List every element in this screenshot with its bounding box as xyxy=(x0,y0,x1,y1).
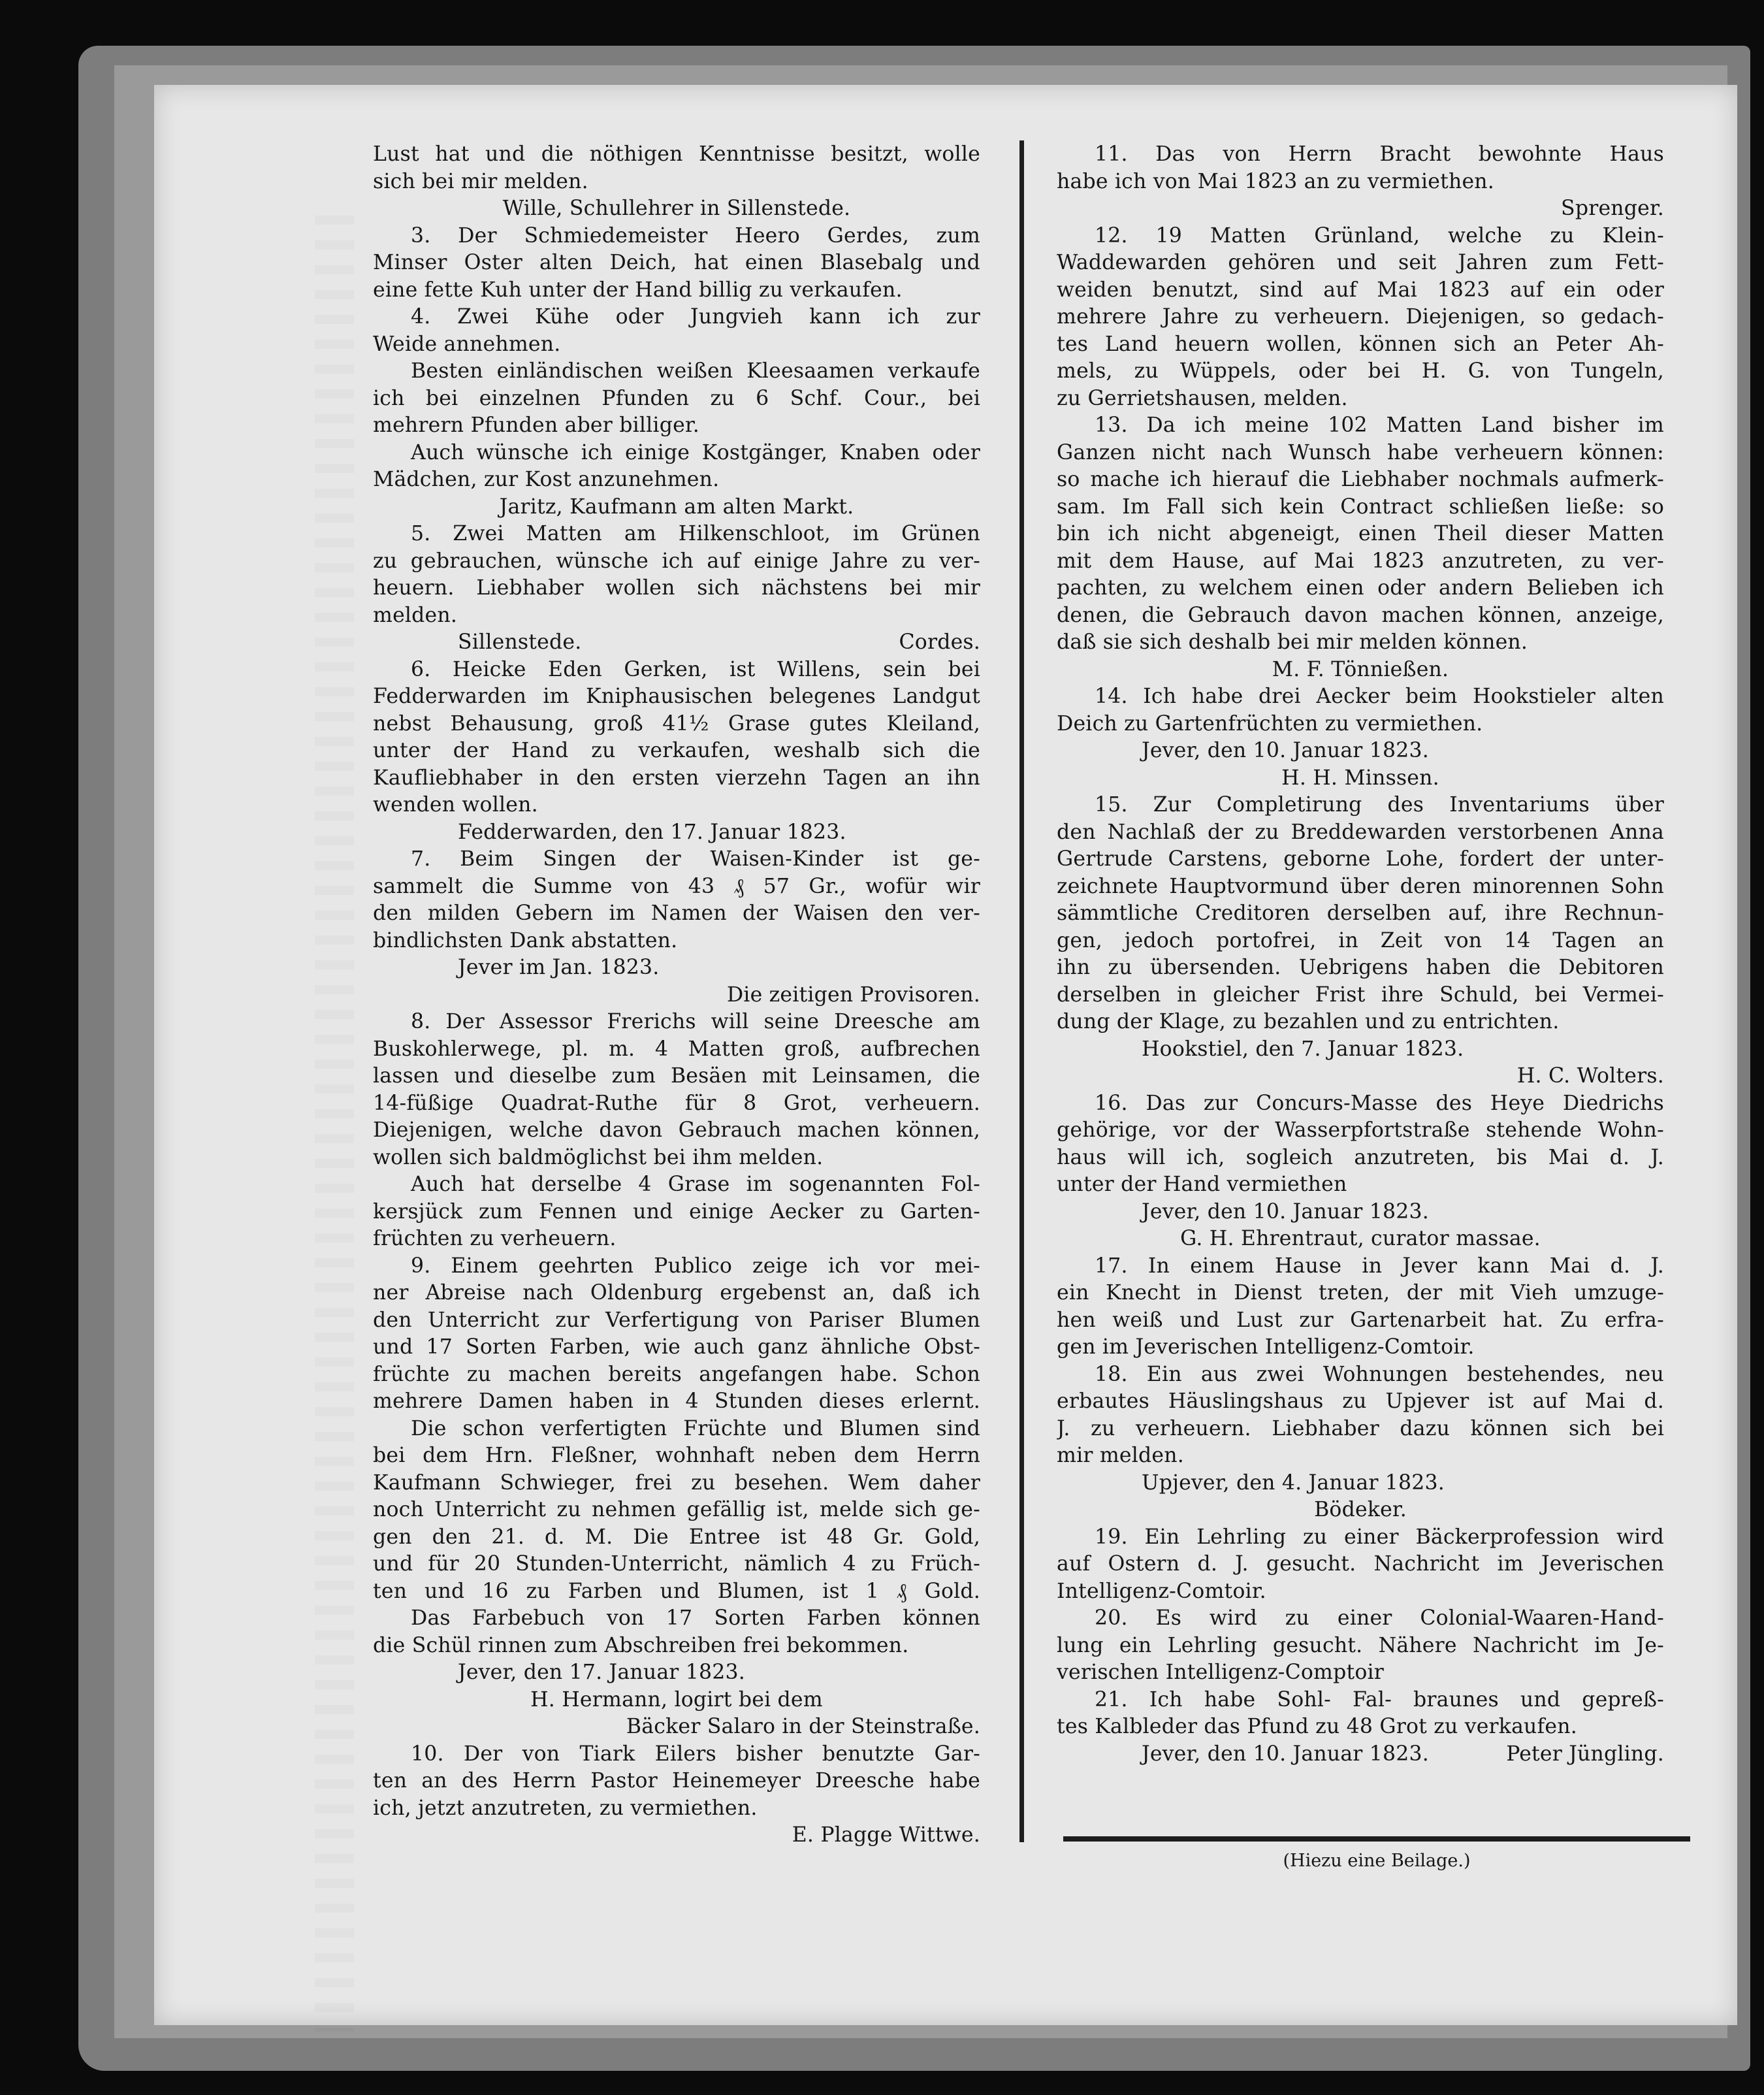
right-column-line: sämmtliche Creditoren derselben auf, ihre Rechnun- xyxy=(1057,901,1664,925)
right-column-line: 19. Ein Lehrling zu einer Bäckerprofession wird xyxy=(1095,1525,1664,1549)
bleed-through-left xyxy=(315,216,354,2032)
left-column-line: 4. Zwei Kühe oder Jungvieh kann ich zur xyxy=(411,305,980,329)
left-column-line: Wille, Schullehrer in Sillenstede. xyxy=(502,197,851,220)
left-column-line: noch Unterricht zu nehmen gefällig ist, melde sich ge- xyxy=(373,1498,980,1521)
right-column-line: den Nachlaß der zu Breddewarden verstorbenen Anna xyxy=(1057,820,1664,844)
right-column-line: mit dem Hause, auf Mai 1823 anzutreten, zu ver- xyxy=(1057,549,1664,573)
left-column-line: Auch hat derselbe 4 Grase im sogenannten Fol- xyxy=(411,1173,980,1196)
right-column-line: hen weiß und Lust zur Gartenarbeit hat. Zu erfra- xyxy=(1057,1308,1664,1332)
right-column-line: auf Ostern d. J. gesucht. Nachricht im Jeverischen xyxy=(1057,1552,1664,1576)
left-column-line: 6. Heicke Eden Gerken, ist Willens, sein bei xyxy=(411,657,980,681)
left-column-line: mehrere Damen haben in 4 Stunden dieses erlernt. xyxy=(373,1389,980,1413)
left-column-line: gen den 21. d. M. Die Entree ist 48 Gr. Gold, xyxy=(373,1525,980,1549)
left-column-line: E. Plagge Wittwe. xyxy=(792,1823,980,1847)
right-column-line: 15. Zur Completirung des Inventariums über xyxy=(1095,793,1664,817)
left-column-line: den Unterricht zur Verfertigung von Pariser Blumen xyxy=(373,1308,980,1332)
right-column-line: 20. Es wird zu einer Colonial-Waaren-Hand- xyxy=(1095,1606,1664,1630)
left-column-line: 14-füßige Quadrat-Ruthe für 8 Grot, verheuern. xyxy=(373,1091,980,1115)
right-column-line: mehrere Jahre zu verheuern. Diejenigen, so gedach- xyxy=(1057,305,1664,329)
left-column-line: 10. Der von Tiark Eilers bisher benutzte Gar- xyxy=(411,1742,980,1766)
right-column-line: haus will ich, sogleich anzutreten, bis Mai d. J. xyxy=(1057,1145,1664,1169)
left-column-line: Auch wünsche ich einige Kostgänger, Knaben oder xyxy=(411,440,980,464)
right-column-line: sam. Im Fall sich kein Contract schließen ließe: so xyxy=(1057,495,1664,519)
left-column-line: Diejenigen, welche davon Gebrauch machen können, xyxy=(373,1118,980,1142)
right-column-line: weiden benutzt, sind auf Mai 1823 auf ein oder xyxy=(1057,278,1664,302)
right-column-line: zeichnete Hauptvormund über deren minorennen Sohn xyxy=(1057,874,1664,898)
right-column-line: Jever, den 10. Januar 1823. xyxy=(1142,739,1429,762)
right-column-line: zu Gerrietshausen, melden. xyxy=(1057,386,1348,410)
left-column-line: 5. Zwei Matten am Hilkenschloot, im Grünen xyxy=(411,522,980,545)
left-column-line: melden. xyxy=(373,603,458,627)
right-column-line: Gertrude Carstens, geborne Lohe, fordert der unter- xyxy=(1057,847,1664,871)
right-column-line: gen, jedoch portofrei, in Zeit von 14 Tagen an xyxy=(1057,928,1664,952)
right-column-line: Sprenger. xyxy=(1561,197,1664,220)
right-column-line: gen im Jeverischen Intelligenz-Comtoir. xyxy=(1057,1335,1475,1359)
right-column-line: 12. 19 Matten Grünland, welche zu Klein- xyxy=(1095,223,1664,248)
left-column-line: Fedderwarden, den 17. Januar 1823. xyxy=(458,820,846,844)
left-text-column xyxy=(373,141,980,1849)
right-column-line: mels, zu Wüppels, oder bei H. G. von Tungeln, xyxy=(1057,359,1664,383)
right-column-line: unter der Hand vermiethen xyxy=(1057,1173,1347,1196)
left-column-line: Besten einländischen weißen Kleesaamen verkaufe xyxy=(411,359,980,383)
right-column-line xyxy=(1057,1741,1664,1768)
left-column-line: Bäcker Salaro in der Steinstraße. xyxy=(626,1715,980,1738)
right-text-column xyxy=(1057,141,1664,1768)
right-column-line: J. zu verheuern. Liebhaber dazu können sich bei xyxy=(1057,1416,1664,1440)
right-column-line: pachten, zu welchem einen oder andern Belieben ich xyxy=(1057,576,1664,600)
line-left-part: Jever, den 10. Januar 1823. xyxy=(1142,1742,1429,1766)
right-column-line: H. H. Minssen. xyxy=(1281,766,1439,790)
right-column-line: H. C. Wolters. xyxy=(1516,1064,1664,1088)
left-column-line: Jever im Jan. 1823. xyxy=(458,956,660,979)
right-column-line: Hookstiel, den 7. Januar 1823. xyxy=(1142,1037,1464,1061)
left-column-line: wollen sich baldmöglichst bei ihm melden. xyxy=(373,1145,824,1169)
right-column-line: ihn zu übersenden. Uebrigens haben die Debitoren xyxy=(1057,956,1664,979)
right-column-line: Jever, den 10. Januar 1823. xyxy=(1142,1199,1429,1224)
right-column-line: erbautes Häuslingshaus zu Upjever ist auf Mai d. xyxy=(1057,1389,1664,1413)
left-column-line: ner Abreise nach Oldenburg ergebenst an, daß ich xyxy=(373,1281,980,1305)
right-column-line: Ganzen nicht nach Wunsch habe verheuern können: xyxy=(1057,440,1664,464)
right-column-line: 21. Ich habe Sohl- Fal- braunes und gepreß- xyxy=(1095,1687,1664,1712)
left-column-line: Die zeitigen Provisoren. xyxy=(726,983,980,1007)
left-column-line: ten und 16 zu Farben und Blumen, ist 1 ₰ Gold. xyxy=(373,1579,980,1603)
right-column-line: bin ich nicht abgeneigt, einen Theil dieser Matten xyxy=(1057,522,1664,545)
right-column-line: lung ein Lehrling gesucht. Nähere Nachricht im Je- xyxy=(1057,1633,1664,1657)
left-column-line xyxy=(373,629,980,657)
left-column-line: zu gebrauchen, wünsche ich auf einige Jahre zu ver- xyxy=(373,549,980,573)
left-column-line: sammelt die Summe von 43 ₰ 57 Gr., wofür wir xyxy=(373,874,980,898)
right-column-line: daß sie sich deshalb bei mir melden können. xyxy=(1057,630,1528,654)
right-column-line: Waddewarden gehören und seit Jahren zum Fett- xyxy=(1057,251,1664,274)
left-column-line: Kaufmann Schwieger, frei zu besehen. Wem daher xyxy=(373,1470,980,1495)
right-column-line: 13. Da ich meine 102 Matten Land bisher im xyxy=(1095,414,1664,437)
right-column-line: Bödeker. xyxy=(1314,1498,1407,1521)
right-column-line: 17. In einem Hause in Jever kann Mai d. J. xyxy=(1095,1254,1664,1278)
right-column-line: Deich zu Gartenfrüchten zu vermiethen. xyxy=(1057,711,1483,736)
right-column-line: tes Land heuern wollen, können sich an Peter Ah- xyxy=(1057,332,1664,356)
right-column-line: derselben in gleicher Frist ihre Schuld, bei Vermei- xyxy=(1057,983,1664,1007)
left-column-line: die Schül rinnen zum Abschreiben frei bekommen. xyxy=(373,1633,909,1657)
left-column-line: bei dem Hrn. Fleßner, wohnhaft neben dem Herrn xyxy=(373,1444,980,1467)
left-column-line: bindlichsten Dank abstatten. xyxy=(373,928,678,952)
left-column-line: mehrern Pfunden aber billiger. xyxy=(373,414,699,437)
right-column-line: G. H. Ehrentraut, curator massae. xyxy=(1180,1227,1541,1250)
left-column-line: nebst Behausung, groß 41½ Grase gutes Kleiland, xyxy=(373,711,980,736)
left-column-line: Weide annehmen. xyxy=(373,332,561,356)
left-column-line: Die schon verfertigten Früchte und Blumen sind xyxy=(411,1416,980,1440)
line-right-part: Cordes. xyxy=(899,630,980,654)
right-column-line: Intelligenz-Comtoir. xyxy=(1057,1579,1266,1603)
left-column-line: lassen und dieselbe zum Besäen mit Leinsamen, die xyxy=(373,1064,980,1088)
end-rule xyxy=(1063,1836,1690,1842)
left-column-line: eine fette Kuh unter der Hand billig zu verkaufen. xyxy=(373,278,903,302)
right-column-line: habe ich von Mai 1823 an zu vermiethen. xyxy=(1057,169,1495,193)
left-column-line: heuern. Liebhaber wollen sich nächstens bei mir xyxy=(373,576,980,600)
left-column-line: 9. Einem geehrten Publico zeige ich vor mei- xyxy=(411,1254,980,1278)
left-column-line: wenden wollen. xyxy=(373,793,538,817)
left-column-line: Jaritz, Kaufmann am alten Markt. xyxy=(499,495,854,519)
left-column-line: ich, jetzt anzutreten, zu vermiethen. xyxy=(373,1796,758,1820)
left-column-line: und für 20 Stunden-Unterricht, nämlich 4 zu Früch- xyxy=(373,1552,980,1576)
left-column-line: Buskohlerwege, pl. m. 4 Matten groß, aufbrechen xyxy=(373,1037,980,1061)
right-column-line: tes Kalbleder das Pfund zu 48 Grot zu verkaufen. xyxy=(1057,1715,1577,1738)
right-column-line: 18. Ein aus zwei Wohnungen bestehendes, neu xyxy=(1095,1362,1664,1386)
right-column-line: 11. Das von Herrn Bracht bewohnte Haus xyxy=(1095,142,1664,166)
left-column-line: Mädchen, zur Kost anzunehmen. xyxy=(373,468,720,491)
right-column-line: verischen Intelligenz-Comptoir xyxy=(1057,1661,1385,1684)
right-column-line: Upjever, den 4. Januar 1823. xyxy=(1142,1470,1445,1495)
left-column-line: früchte zu machen bereits angefangen habe. Schon xyxy=(373,1362,980,1386)
left-column-line: den milden Gebern im Namen der Waisen den ver- xyxy=(373,901,980,925)
right-column-line: so mache ich hierauf die Liebhaber nochmals aufmerk- xyxy=(1057,468,1664,491)
right-column-line: 16. Das zur Concurs-Masse des Heye Diedrichs xyxy=(1095,1091,1664,1115)
right-column-line: dung der Klage, zu bezahlen und zu entrichten. xyxy=(1057,1010,1560,1033)
right-column-line: gehörige, vor der Wasserpfortstraße stehende Wohn- xyxy=(1057,1118,1664,1142)
left-column-line: Jever, den 17. Januar 1823. xyxy=(458,1661,745,1684)
left-column-line: Lust hat und die nöthigen Kenntnisse besitzt, wolle xyxy=(373,142,980,166)
line-left-part: Sillenstede. xyxy=(458,630,582,654)
left-column-line: Fedderwarden im Kniphausischen belegenes Landgut xyxy=(373,685,980,708)
left-column-line: Kaufliebhaber in den ersten vierzehn Tagen an ihn xyxy=(373,766,980,790)
left-column-line: 7. Beim Singen der Waisen-Kinder ist ge- xyxy=(411,847,980,871)
supplement-note: (Hiezu eine Beilage.) xyxy=(1283,1851,1471,1871)
left-column-line: sich bei mir melden. xyxy=(373,169,588,193)
left-column-line: 3. Der Schmiedemeister Heero Gerdes, zum xyxy=(411,223,980,248)
right-column-line: M. F. Tönnießen. xyxy=(1272,657,1449,681)
left-column-line: 8. Der Assessor Frerichs will seine Dreesche am xyxy=(411,1010,980,1033)
left-column-line: ich bei einzelnen Pfunden zu 6 Schf. Cour., bei xyxy=(373,386,980,410)
column-divider-rule xyxy=(1019,140,1024,1842)
left-column-line: früchten zu verheuern. xyxy=(373,1227,617,1250)
left-column-line: Das Farbebuch von 17 Sorten Farben können xyxy=(411,1606,980,1630)
right-column-line: mir melden. xyxy=(1057,1444,1184,1467)
right-column-line: denen, die Gebrauch davon machen können, anzeige, xyxy=(1057,603,1664,627)
right-column-line: 14. Ich habe drei Aecker beim Hookstieler alten xyxy=(1095,685,1664,708)
right-column-line: ein Knecht in Dienst treten, der mit Vieh umzuge- xyxy=(1057,1281,1664,1305)
line-right-part: Peter Jüngling. xyxy=(1506,1742,1664,1766)
left-column-line: kersjück zum Fennen und einige Aecker zu Garten- xyxy=(373,1199,980,1224)
left-column-line: Minser Oster alten Deich, hat einen Blasebalg und xyxy=(373,251,980,274)
left-column-line: und 17 Sorten Farben, wie auch ganz ähnliche Obst- xyxy=(373,1335,980,1359)
left-column-line: H. Hermann, logirt bei dem xyxy=(530,1687,823,1712)
left-column-line: unter der Hand zu verkaufen, weshalb sich die xyxy=(373,739,980,762)
left-column-line: ten an des Herrn Pastor Heinemeyer Dreesche habe xyxy=(373,1769,980,1793)
